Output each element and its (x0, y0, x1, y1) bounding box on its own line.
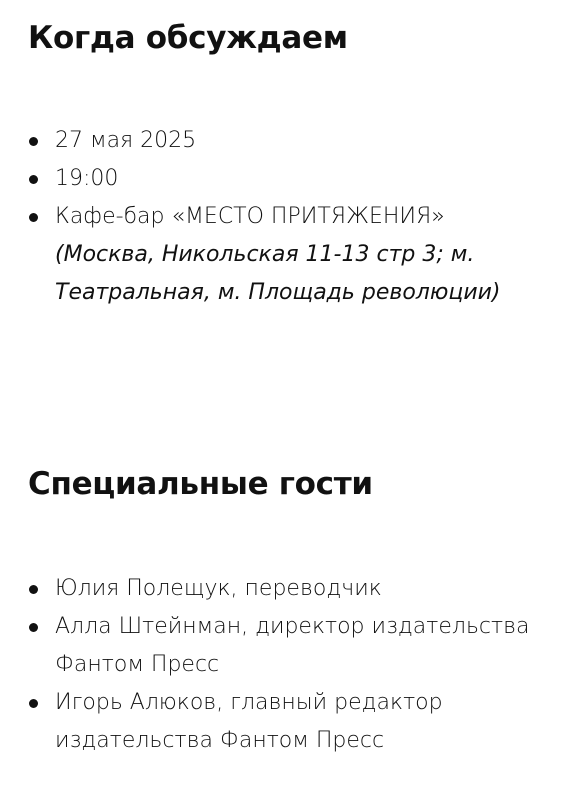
venue-address-line-1: (Москва, Никольская 11-13 стр 3; м. (55, 242, 475, 267)
guest-text-line: Фантом Пресс (55, 652, 220, 677)
list-item-date (28, 122, 548, 160)
bullet-icon (29, 623, 38, 632)
guest-text-line: издательства Фантом Пресс (55, 728, 385, 753)
bullet-icon (29, 585, 38, 594)
venue-address-line-2: Театральная, м. Площадь революции) (55, 280, 501, 305)
venue-name: Кафе-бар «МЕСТО ПРИТЯЖЕНИЯ» (55, 204, 445, 229)
bullet-icon (29, 699, 38, 708)
list-item-guest (28, 684, 548, 760)
list-item-guest (28, 608, 548, 684)
guest-text-line: Алла Штейнман, директор издательства (55, 614, 530, 639)
event-date: 27 мая 2025 (55, 128, 197, 153)
event-details-list (28, 122, 548, 312)
event-time: 19:00 (55, 166, 119, 191)
bullet-icon (29, 213, 38, 222)
special-guests-list (28, 570, 548, 760)
list-item-venue (28, 198, 548, 312)
guest-text-line: Юлия Полещук, переводчик (55, 576, 382, 601)
list-item-time (28, 160, 548, 198)
bullet-icon (29, 175, 38, 184)
guest-text-line: Игорь Алюков, главный редактор (55, 690, 443, 715)
bullet-icon (29, 137, 38, 146)
list-item-guest (28, 570, 548, 608)
section-title-guests: Специальные гости (28, 466, 373, 502)
section-title-when: Когда обсуждаем (28, 20, 348, 56)
